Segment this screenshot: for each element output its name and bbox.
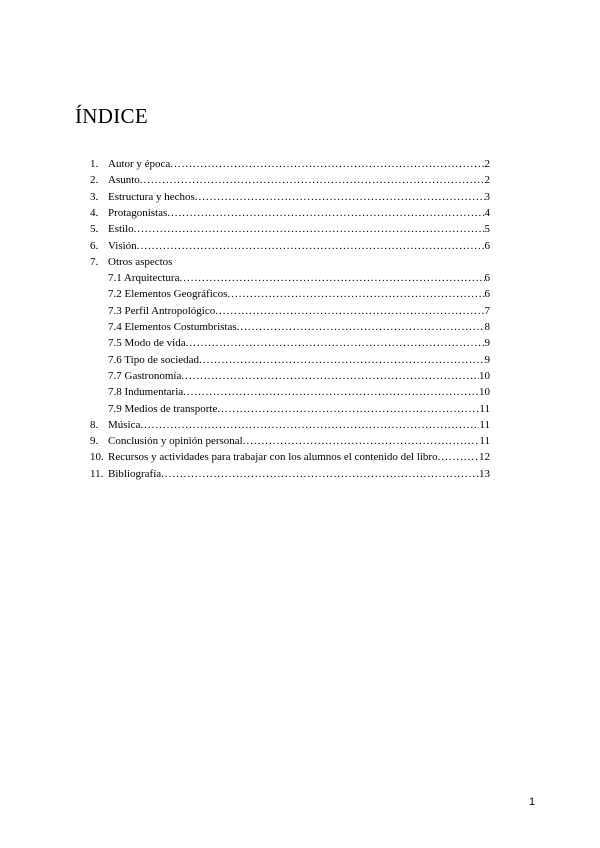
- toc-entry-label: Recursos y actividades para trabajar con los alumnos el contenido del libro: [108, 451, 438, 464]
- toc-entry[interactable]: [90, 270, 500, 286]
- toc-entry[interactable]: [90, 254, 500, 270]
- toc-entry-page: 10: [479, 369, 490, 382]
- toc-entry-label: 7.9 Medios de transporte: [108, 402, 218, 415]
- toc-entry-label: 7.1 Arquitectura: [108, 272, 180, 285]
- page-number: 1: [529, 796, 536, 808]
- dot-leader: [215, 303, 484, 319]
- toc-entry-label: Visión: [108, 239, 137, 252]
- page-title: ÍNDICE: [75, 104, 148, 128]
- toc-entry[interactable]: [90, 352, 500, 368]
- toc-entry-page: 7: [484, 304, 490, 317]
- dot-leader: [438, 449, 479, 465]
- toc-entry-page: 9: [484, 353, 490, 366]
- toc-entry-number: 3.: [90, 190, 99, 203]
- toc-entry-label: Autor y época: [108, 158, 171, 170]
- toc-entry-page: 10: [479, 386, 490, 399]
- dot-leader: [195, 189, 485, 205]
- toc-entry-page: 11: [479, 435, 490, 448]
- toc-entry[interactable]: [90, 368, 500, 384]
- toc-entry-label: Protagonistas: [108, 206, 168, 219]
- toc-entry-page: 12: [479, 451, 490, 464]
- toc-entry-label: Estructura y hechos: [108, 190, 195, 203]
- toc-entry[interactable]: [90, 221, 500, 237]
- toc-entry-label: Estilo: [108, 223, 134, 236]
- toc-entry[interactable]: [90, 466, 500, 482]
- toc-entry-label: 7.6 Tipo de sociedad: [108, 353, 200, 366]
- dot-leader: [140, 172, 485, 188]
- toc-entry[interactable]: [90, 417, 500, 433]
- dot-leader: [243, 433, 480, 449]
- dot-leader: [179, 270, 484, 286]
- toc-entry-page: 2: [484, 174, 490, 187]
- toc-entry-number: 5.: [90, 223, 99, 236]
- toc-entry-label: 7.5 Modo de vida: [108, 337, 186, 350]
- toc-entry-number: 10.: [90, 451, 104, 464]
- toc-entry-page: 8: [484, 321, 490, 333]
- toc-entry[interactable]: [90, 401, 500, 417]
- dot-leader: [161, 466, 479, 482]
- toc-entry-page: 2: [484, 158, 490, 170]
- toc-entry-label: 7.8 Indumentaria: [108, 386, 184, 399]
- toc-entry-page: 5: [484, 223, 490, 236]
- toc-entry-label: Bibliografía: [108, 467, 162, 480]
- toc-entry[interactable]: [90, 189, 500, 205]
- dot-leader: [227, 286, 484, 302]
- toc-entry-number: 1.: [90, 158, 99, 170]
- toc-entry[interactable]: [90, 303, 500, 319]
- toc-entry-number: 11.: [90, 467, 104, 480]
- toc-entry-page: 6: [484, 288, 490, 301]
- toc-entry-number: 4.: [90, 206, 99, 219]
- dot-leader: [170, 156, 484, 172]
- dot-leader: [237, 319, 485, 335]
- toc-entry-label: Otros aspectos: [108, 255, 173, 268]
- toc-entry[interactable]: [90, 172, 500, 188]
- toc-entry-label: 7.4 Elementos Costumbristas: [108, 321, 237, 333]
- toc-entry-label: 7.3 Perfil Antropológico: [108, 304, 216, 317]
- dot-leader: [217, 401, 479, 417]
- toc-entry-page: 13: [479, 467, 490, 480]
- toc-entry-page: 9: [484, 337, 490, 350]
- toc-entry-label: Asunto: [108, 174, 140, 187]
- toc-entry-number: 8.: [90, 418, 99, 431]
- toc-entry-label: 7.2 Elementos Geográficos: [108, 288, 228, 301]
- toc-entry-number: 7.: [90, 255, 99, 268]
- toc-entry-number: 9.: [90, 435, 99, 448]
- toc-entry-page: 4: [484, 206, 490, 219]
- toc-entry[interactable]: [90, 319, 500, 335]
- toc-entry[interactable]: [90, 384, 500, 400]
- toc-entry[interactable]: [90, 449, 500, 465]
- dot-leader: [186, 335, 485, 351]
- toc-entry[interactable]: [90, 335, 500, 351]
- toc-entry-label: Música: [108, 418, 141, 431]
- toc-entry[interactable]: [90, 433, 500, 449]
- dot-leader: [140, 417, 479, 433]
- toc-entry-number: 6.: [90, 239, 99, 252]
- dot-leader: [199, 352, 484, 368]
- dot-leader: [167, 205, 484, 221]
- toc-entry-page: 6: [484, 239, 490, 252]
- dot-leader: [134, 221, 485, 237]
- toc-entry-label: 7.7 Gastronomía: [108, 369, 182, 382]
- toc-entry-page: 6: [484, 272, 490, 285]
- toc-entry-page: 3: [484, 190, 490, 203]
- toc-entry[interactable]: [90, 205, 500, 221]
- toc-entry[interactable]: [90, 286, 500, 302]
- toc-entry-page: 11: [479, 402, 490, 415]
- toc-entry-label: Conclusión y opinión personal: [108, 435, 243, 448]
- toc-entry-page: 11: [479, 418, 490, 431]
- toc-entry[interactable]: [90, 156, 500, 172]
- dot-leader: [183, 384, 479, 400]
- toc-entry-number: 2.: [90, 174, 99, 187]
- dot-leader: [137, 238, 485, 254]
- toc-entry[interactable]: [90, 238, 500, 254]
- dot-leader: [181, 368, 479, 384]
